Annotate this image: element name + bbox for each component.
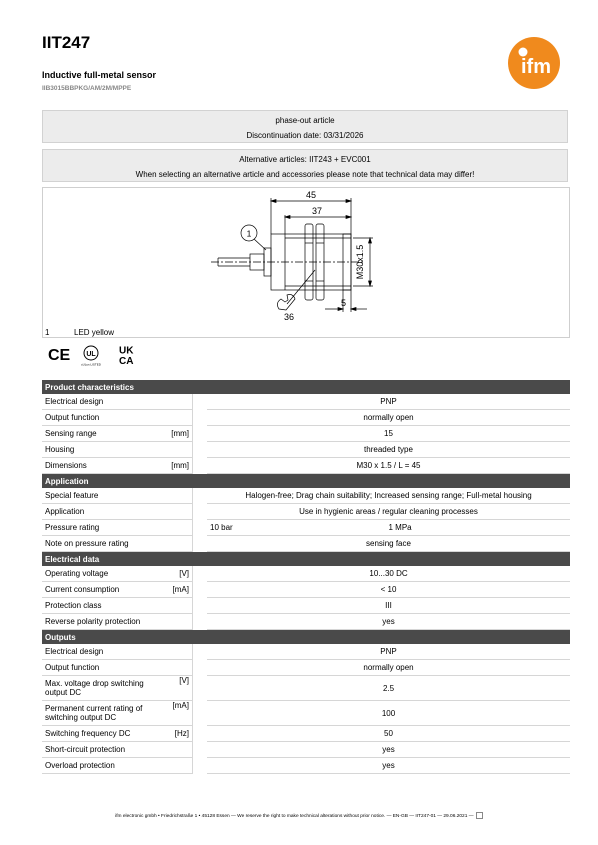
spec-label: Note on pressure rating (42, 536, 162, 552)
section-header (42, 552, 570, 567)
legend-number: 1 (45, 328, 50, 337)
spec-row (42, 566, 570, 582)
spec-row (42, 614, 570, 630)
spec-value: M30 x 1.5 / L = 45 (207, 458, 570, 474)
spec-label: Reverse polarity protection (42, 614, 162, 630)
spec-row (42, 504, 570, 520)
spec-value: 10...30 DC (207, 566, 570, 582)
spec-gap (193, 394, 208, 410)
phaseout-label: phase-out article (275, 116, 335, 125)
spec-value: Use in hygienic areas / regular cleaning processes (207, 504, 570, 520)
spec-label: Housing (42, 442, 162, 458)
spec-unit: [V] (162, 566, 193, 582)
spec-gap (193, 410, 208, 426)
spec-row (42, 536, 570, 552)
ce-mark (48, 347, 71, 364)
spec-gap (193, 676, 208, 701)
spec-value: 15 (207, 426, 570, 442)
sensor-drawing-svg (43, 188, 569, 337)
product-title: IIT247 (42, 33, 91, 52)
section-title: Outputs (42, 630, 570, 645)
spec-row (42, 644, 570, 660)
svg-text:UL: UL (86, 351, 96, 358)
spec-value: Halogen-free; Drag chain suitability; Increased sensing range; Full-metal housing (207, 488, 570, 504)
dim-body-label: 37 (311, 206, 323, 216)
dim-wrench-label: 36 (284, 312, 295, 322)
spec-row (42, 488, 570, 504)
spec-label: Electrical design (42, 644, 162, 660)
footer-text: ifm electronic gmbh • Friedrichstraße 1 • 45128 Essen — We reserve the right to make technical alterations without prior notice. — EN-GB — IIT247-01 — 29.06.2021 — (115, 813, 474, 819)
spec-value: threaded type (207, 442, 570, 458)
spec-unit (162, 442, 193, 458)
spec-value: III (207, 598, 570, 614)
spec-label: Special feature (42, 488, 162, 504)
spec-gap (193, 582, 208, 598)
spec-gap (193, 458, 208, 474)
spec-value: yes (207, 758, 570, 774)
dimension-drawing (42, 187, 570, 338)
culus-mark (81, 346, 102, 366)
callout-label: 1 (246, 228, 252, 239)
spec-value: sensing face (207, 536, 570, 552)
spec-unit (162, 394, 193, 410)
spec-unit: [Hz] (162, 726, 193, 742)
spec-gap (193, 520, 208, 536)
logo-text: ifm (521, 56, 551, 78)
spec-gap (193, 644, 208, 660)
spec-row (42, 676, 570, 701)
spec-value: 100 (207, 701, 570, 726)
spec-label: Application (42, 504, 162, 520)
page-footer (0, 812, 598, 819)
spec-value: 2.5 (207, 676, 570, 701)
section-header (42, 474, 570, 489)
spec-gap (193, 742, 208, 758)
section-header (42, 380, 570, 394)
svg-text:CE: CE (48, 347, 71, 364)
spec-label: Protection class (42, 598, 162, 614)
spec-value: < 10 (207, 582, 570, 598)
spec-label: Operating voltage (42, 566, 162, 582)
spec-unit: [mm] (162, 426, 193, 442)
spec-label: Permanent current rating of switching output DC (42, 701, 162, 726)
section-title: Application (42, 474, 570, 489)
spec-unit (162, 410, 193, 426)
spec-unit (162, 488, 193, 504)
spec-value: yes (207, 742, 570, 758)
spec-value: normally open (207, 660, 570, 676)
spec-value: 50 (207, 726, 570, 742)
spec-unit: [mA] (162, 582, 193, 598)
spec-unit: [mm] (162, 458, 193, 474)
spec-unit (162, 536, 193, 552)
spec-unit (162, 758, 193, 774)
product-code: IIB3015BBPKG/AM/2M/MPPE (42, 85, 132, 92)
ifm-logo (508, 37, 560, 89)
section-title: Product characteristics (42, 380, 570, 394)
spec-unit (162, 614, 193, 630)
alternative-articles: Alternative articles: IIT243 + EVC001 (239, 155, 371, 164)
spec-row (42, 660, 570, 676)
svg-text:cULus LISTED: cULus LISTED (81, 362, 101, 366)
spec-label: Output function (42, 660, 162, 676)
spec-row (42, 598, 570, 614)
section-header (42, 630, 570, 645)
phaseout-notice (42, 110, 568, 143)
dim-end-label: 5 (341, 298, 347, 308)
spec-value: 10 bar (210, 523, 233, 532)
ukca-mark (119, 346, 134, 367)
spec-label: Pressure rating (42, 520, 162, 536)
spec-gap (193, 701, 208, 726)
spec-unit (162, 520, 193, 536)
spec-unit: [V] (162, 676, 193, 701)
spec-label: Dimensions (42, 458, 162, 474)
section-title: Electrical data (42, 552, 570, 567)
spec-row (42, 442, 570, 458)
spec-row (42, 458, 570, 474)
spec-unit: [mA] (162, 701, 193, 726)
spec-gap (193, 758, 208, 774)
spec-row (42, 410, 570, 426)
spec-value-pair (207, 520, 570, 536)
spec-unit (162, 660, 193, 676)
product-subtitle: Inductive full-metal sensor (42, 70, 157, 80)
spec-value: yes (207, 614, 570, 630)
spec-value: PNP (207, 394, 570, 410)
certification-marks (48, 344, 143, 366)
spec-label: Current consumption (42, 582, 162, 598)
dim-thread-label: M30x1.5 (355, 244, 365, 280)
spec-label: Sensing range (42, 426, 162, 442)
spec-label: Switching frequency DC (42, 726, 162, 742)
specifications-table (42, 380, 570, 774)
spec-gap (193, 726, 208, 742)
spec-row (42, 701, 570, 726)
spec-gap (193, 536, 208, 552)
spec-unit (162, 742, 193, 758)
spec-label: Max. voltage drop switching output DC (42, 676, 162, 701)
spec-gap (193, 504, 208, 520)
spec-row (42, 758, 570, 774)
spec-row (42, 726, 570, 742)
spec-row (42, 426, 570, 442)
spec-label: Short-circuit protection (42, 742, 162, 758)
spec-gap (193, 488, 208, 504)
spec-gap (193, 598, 208, 614)
spec-unit (162, 504, 193, 520)
spec-label: Output function (42, 410, 162, 426)
alternative-warning: When selecting an alternative article and accessories please note that technical data may differ! (135, 170, 475, 179)
spec-value: normally open (207, 410, 570, 426)
spec-gap (193, 614, 208, 630)
spec-row (42, 582, 570, 598)
discontinuation-date: Discontinuation date: 03/31/2026 (246, 131, 364, 140)
legend-text: LED yellow (74, 328, 115, 337)
spec-gap (193, 566, 208, 582)
svg-text:UK: UK (119, 345, 134, 357)
spec-gap (193, 660, 208, 676)
dim-total-label: 45 (305, 190, 317, 200)
spec-label: Overload protection (42, 758, 162, 774)
alternative-notice (42, 149, 568, 182)
spec-gap (193, 442, 208, 458)
svg-text:CA: CA (119, 356, 134, 366)
spec-row (42, 520, 570, 536)
spec-unit (162, 644, 193, 660)
page-mark-icon (476, 812, 483, 819)
spec-unit (162, 598, 193, 614)
spec-label: Electrical design (42, 394, 162, 410)
spec-row (42, 742, 570, 758)
spec-gap (193, 426, 208, 442)
spec-row (42, 394, 570, 410)
spec-value: PNP (207, 644, 570, 660)
spec-value-alt: 1 MPa (388, 523, 412, 532)
